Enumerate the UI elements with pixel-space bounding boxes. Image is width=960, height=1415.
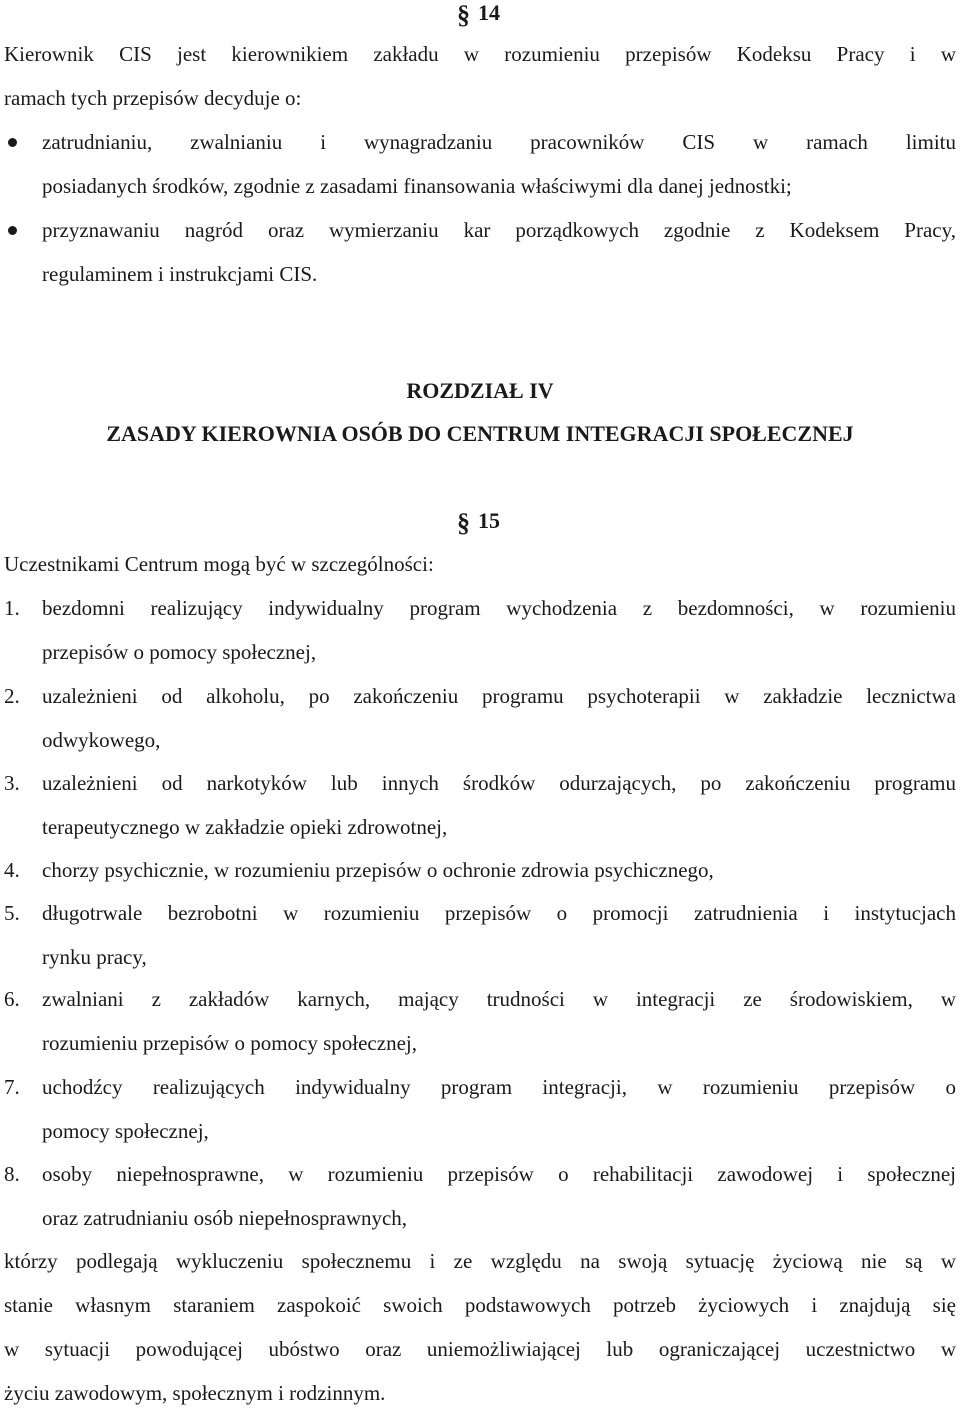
- list-item-number: 1.: [4, 596, 20, 620]
- text-line: zatrudnianiu, zwalnianiu i wynagradzaniu pracowników CIS w ramach limitu: [42, 130, 956, 154]
- text-line: osoby niepełnosprawne, w rozumieniu przepisów o rehabilitacji zawodowej i społecznej: [42, 1162, 956, 1186]
- text-line: ramach tych przepisów decyduje o:: [4, 86, 302, 110]
- text-line: długotrwale bezrobotni w rozumieniu przepisów o promocji zatrudnienia i instytucjach: [42, 901, 956, 925]
- text-line: uzależnieni od alkoholu, po zakończeniu programu psychoterapii w zakładzie lecznictwa: [42, 684, 956, 708]
- section-14-intro: [4, 32, 956, 120]
- text-line: przyznawaniu nagród oraz wymierzaniu kar porządkowych zgodnie z Kodeksem Pracy,: [42, 218, 956, 242]
- section-number: 14: [478, 0, 500, 25]
- text-line: Kierownik CIS jest kierownikiem zakładu w rozumieniu przepisów Kodeksu Pracy i w: [4, 42, 956, 66]
- section-symbol: §: [457, 0, 470, 29]
- list-item-number: 4.: [4, 858, 20, 882]
- text-line: terapeutycznego w zakładzie opieki zdrowotnej,: [42, 815, 448, 839]
- section-number: 15: [478, 508, 500, 533]
- text-line: oraz zatrudnianiu osób niepełnosprawnych,: [42, 1206, 408, 1230]
- text-line: życiu zawodowym, społecznym i rodzinnym.: [4, 1381, 386, 1405]
- chapter-subtitle: ZASADY KIEROWNIA OSÓB DO CENTRUM INTEGRACJI SPOŁECZNEJ: [106, 421, 854, 446]
- text-line: w sytuacji powodującej ubóstwo oraz uniemożliwiającej lub ograniczającej uczestnictwo w: [4, 1337, 956, 1361]
- list-item-number: 5.: [4, 901, 20, 925]
- text-line: przepisów o pomocy społecznej,: [42, 640, 317, 664]
- list-item-number: 2.: [4, 684, 20, 708]
- list-item-number: 6.: [4, 987, 20, 1011]
- section-14-number: [457, 0, 500, 28]
- text-line: stanie własnym staraniem zaspokoić swoich podstawowych potrzeb życiowych i znajdują się: [4, 1293, 956, 1317]
- text-line: odwykowego,: [42, 728, 161, 752]
- text-line: chorzy psychicznie, w rozumieniu przepisów o ochronie zdrowia psychicznego,: [42, 858, 714, 882]
- text-line: którzy podlegają wykluczeniu społecznemu i ze względu na swoją sytuację życiową nie są w: [4, 1249, 956, 1273]
- text-line: posiadanych środków, zgodnie z zasadami finansowania właściwymi dla danej jednostki;: [42, 174, 792, 198]
- list-item-number: 7.: [4, 1075, 20, 1099]
- text-line: bezdomni realizujący indywidualny program wychodzenia z bezdomności, w rozumieniu: [42, 596, 956, 620]
- text-line: uzależnieni od narkotyków lub innych środków odurzających, po zakończeniu programu: [42, 771, 956, 795]
- section-15-closing: [4, 1239, 956, 1415]
- bullet-icon: [8, 226, 17, 235]
- text-line: zwalniani z zakładów karnych, mający trudności w integracji ze środowiskiem, w: [42, 987, 956, 1011]
- text-line: Uczestnikami Centrum mogą być w szczególności:: [4, 552, 434, 576]
- text-line: uchodźcy realizujących indywidualny program integracji, w rozumieniu przepisów o: [42, 1075, 956, 1099]
- chapter-title: ROZDZIAŁ IV: [406, 378, 554, 403]
- text-line: pomocy społecznej,: [42, 1119, 209, 1143]
- list-item-number: 8.: [4, 1162, 20, 1186]
- section-15-number: [457, 508, 500, 536]
- list-item-number: 3.: [4, 771, 20, 795]
- section-15-intro: [4, 542, 956, 586]
- bullet-icon: [8, 138, 17, 147]
- text-line: rynku pracy,: [42, 945, 147, 969]
- text-line: regulaminem i instrukcjami CIS.: [42, 262, 318, 286]
- section-symbol: §: [457, 508, 470, 537]
- text-line: rozumieniu przepisów o pomocy społecznej,: [42, 1031, 417, 1055]
